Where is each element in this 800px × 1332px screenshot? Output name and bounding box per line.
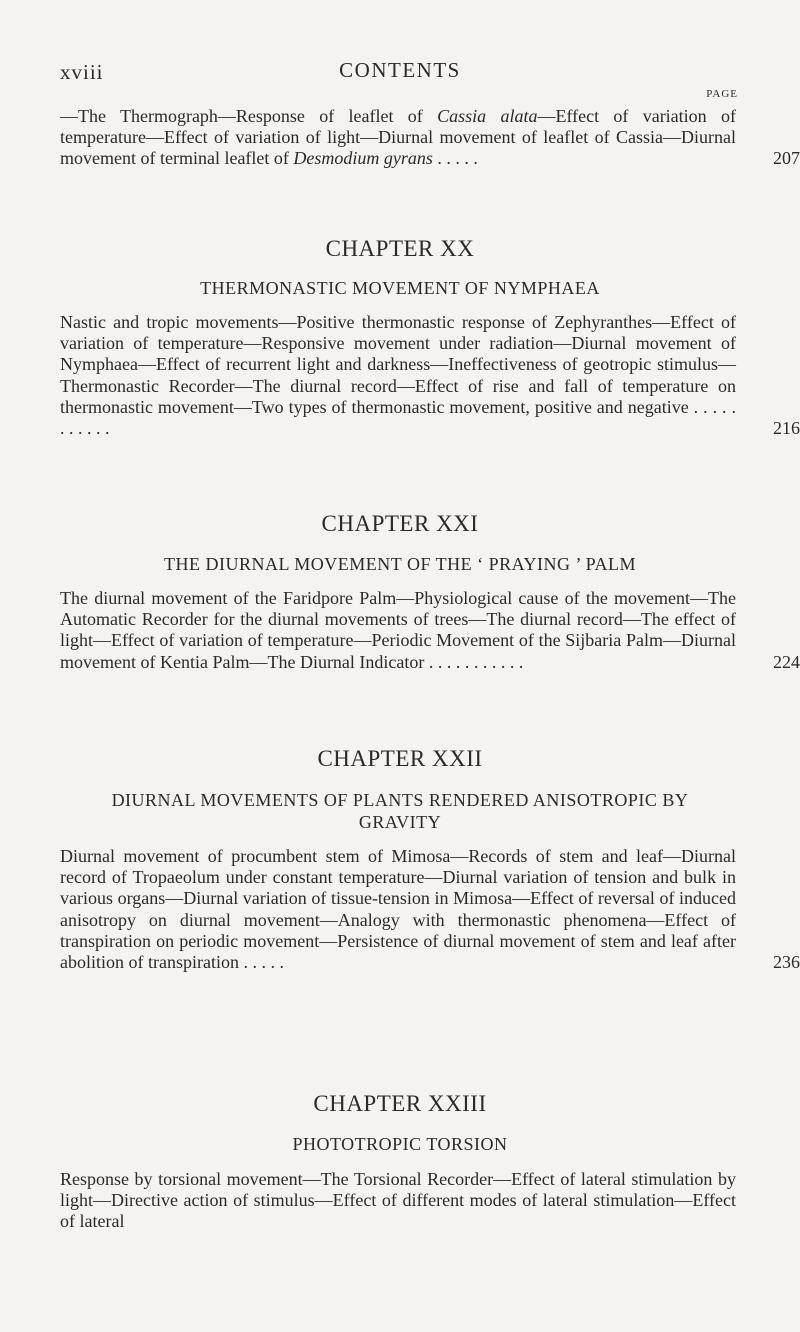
chapter-heading: CHAPTER XXII: [317, 746, 483, 771]
page-number: 236: [773, 952, 800, 973]
species-name: Desmodium gyrans: [293, 148, 433, 169]
page-number: 216: [773, 418, 800, 439]
chapter-heading: CHAPTER XX: [325, 236, 475, 261]
leader-dots: . . . . .: [432, 148, 478, 169]
chapter-heading: CHAPTER XXI: [321, 511, 479, 536]
chapter-subtitle: THERMONASTIC MOVEMENT OF NYMPHAEA: [200, 278, 600, 298]
chapter-heading: CHAPTER XXIII: [313, 1091, 487, 1116]
species-name: Cassia alata: [437, 106, 538, 126]
chapter-summary: Nastic and tropic movements—Positive thermonastic response of Zephyranthes—Effect of variation of temperature—Responsive movement under radiation—Diurnal movement of Nymphaea—Effect of recurrent light and darkness—Ineffectiveness of geotropic stimulus—Thermonastic Recorder—The diurnal record—Effect of rise and fall of temperature on thermonastic movement—Two types of thermonastic movement, positive and negative . . . . . . . . . . . 216: [60, 312, 800, 439]
chapter-summary: The diurnal movement of the Faridpore Palm—Physiological cause of the movement—The Automatic Recorder for the diurnal movements of trees—The diurnal record—The effect of light—Effect of variation of temperature—Periodic Movement of the Sijbaria Palm—Diurnal movement of Kentia Palm—The Diurnal Indicator . . . . . . . . . . . 224: [60, 588, 800, 672]
page-numeral: xviii: [60, 60, 104, 84]
chapter-subtitle: PHOTOTROPIC TORSION: [292, 1134, 508, 1154]
chapter-subtitle: DIURNAL MOVEMENTS OF PLANTS RENDERED ANISOTROPIC BY GRAVITY: [111, 790, 689, 832]
entry-text: —Effect of variation of temperature—Effect of variation of light—Diurnal movement of leaflet of Cassia—Diurnal movement of terminal leaflet of: [60, 106, 736, 169]
entry-text: —The Thermograph—Response of leaflet of: [60, 106, 438, 126]
chapter-subtitle: THE DIURNAL MOVEMENT OF THE ‘ PRAYING ’ PALM: [163, 554, 637, 574]
chapter-summary: Diurnal movement of procumbent stem of Mimosa—Records of stem and leaf—Diurnal record of Tropaeolum under constant temperature—Diurnal variation of tension and bulk in various organs—Diurnal variation of tissue-tension in Mimosa—Effect of reversal of induced anisotropy on diurnal movement—Analogy with thermonastic phenomena—Effect of transpiration on periodic movement—Persistence of diurnal movement of stem and leaf after abolition of transpiration . . . . . 236: [60, 846, 800, 973]
chapter-summary: Response by torsional movement—The Torsional Recorder—Effect of lateral stimulation by light—Directive action of stimulus—Effect of different modes of lateral stimulation—Effect of lateral: [60, 1169, 736, 1232]
running-title: CONTENTS: [339, 58, 461, 82]
intro-entry: [60, 106, 800, 170]
page-column-label: PAGE: [706, 88, 738, 100]
page-number: 207: [773, 148, 800, 169]
page-number: 224: [773, 651, 800, 672]
